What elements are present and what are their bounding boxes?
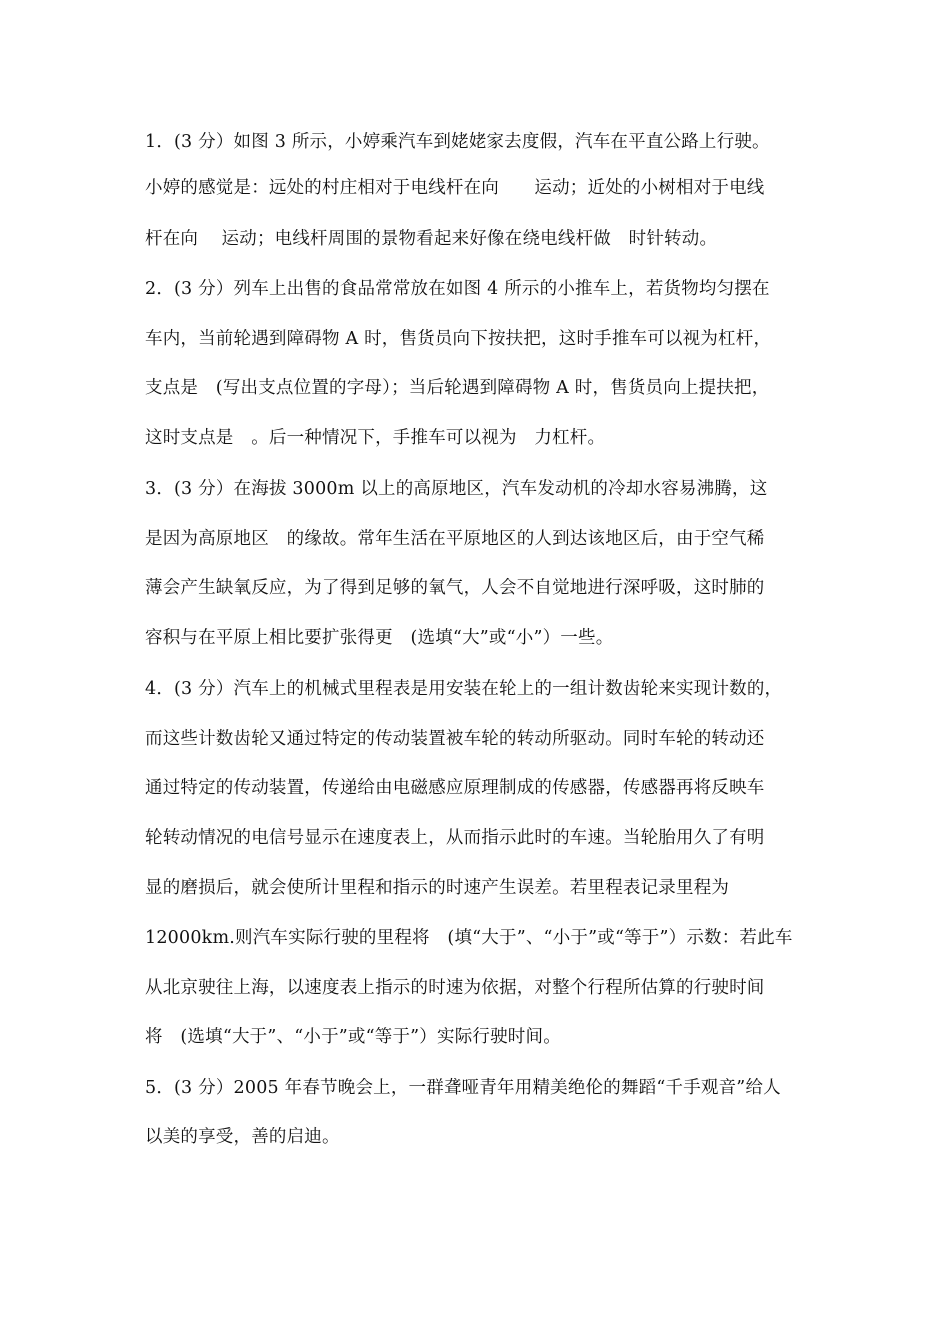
q2-line-3: 支点是 (写出支点位置的字母）；当后轮遇到障碍物 A 时，售货员向上提扶把， [145,378,770,398]
q3-line-2: 是因为高原地区 的缘故。常年生活在平原地区的人到达该地区后，由于空气稀 [145,529,765,549]
q1-line-3: 杆在向 运动；电线杆周围的景物看起来好像在绕电线杆做 时针转动。 [145,229,718,249]
q3-line-1: 3．(3 分）在海拔 3000m 以上的高原地区，汽车发动机的冷却水容易沸腾，这 [145,479,768,499]
q3-line-3: 薄会产生缺氧反应，为了得到足够的氧气，人会不自觉地进行深呼吸，这时肺的 [145,578,765,598]
q3-line-4: 容积与在平原上相比要扩张得更 (选填“大”或“小”）一些。 [145,628,614,648]
q2-line-4: 这时支点是 。后一种情况下，手推车可以视为 力杠杆。 [145,428,606,448]
q1-line-2: 小婷的感觉是：远处的村庄相对于电线杆在向 运动；近处的小树相对于电线 [145,178,765,198]
q2-line-2: 车内，当前轮遇到障碍物 A 时，售货员向下按扶把，这时手推车可以视为杠杆， [145,329,772,349]
q4-line-2: 而这些计数齿轮又通过特定的传动装置被车轮的转动所驱动。同时车轮的转动还 [145,729,765,749]
q1-line-1: 1．(3 分）如图 3 所示，小婷乘汽车到姥姥家去度假，汽车在平直公路上行驶。 [145,132,770,152]
q4-line-6: 12000km.则汽车实际行驶的里程将 (填“大于”、“小于”或“等于”）示数：若此车 [145,928,793,948]
q4-line-8: 将 (选填“大于”、“小于”或“等于”）实际行驶时间。 [145,1027,561,1047]
q4-line-3: 通过特定的传动装置，传递给由电磁感应原理制成的传感器，传感器再将反映车 [145,778,765,798]
q5-line-1: 5．(3 分）2005 年春节晚会上，一群聋哑青年用精美绝伦的舞蹈“千手观音”给人 [145,1078,781,1098]
q4-line-1: 4．(3 分）汽车上的机械式里程表是用安装在轮上的一组计数齿轮来实现计数的， [145,679,783,699]
q4-line-4: 轮转动情况的电信号显示在速度表上，从而指示此时的车速。当轮胎用久了有明 [145,828,765,848]
q2-line-1: 2．(3 分）列车上出售的食品常常放在如图 4 所示的小推车上，若货物均匀摆在 [145,279,770,299]
q4-line-5: 显的磨损后，就会使所计里程和指示的时速产生误差。若里程表记录里程为 [145,878,730,898]
q4-line-7: 从北京驶往上海，以速度表上指示的时速为依据，对整个行程所估算的行驶时间 [145,978,765,998]
q5-line-2: 以美的享受，善的启迪。 [145,1127,340,1147]
